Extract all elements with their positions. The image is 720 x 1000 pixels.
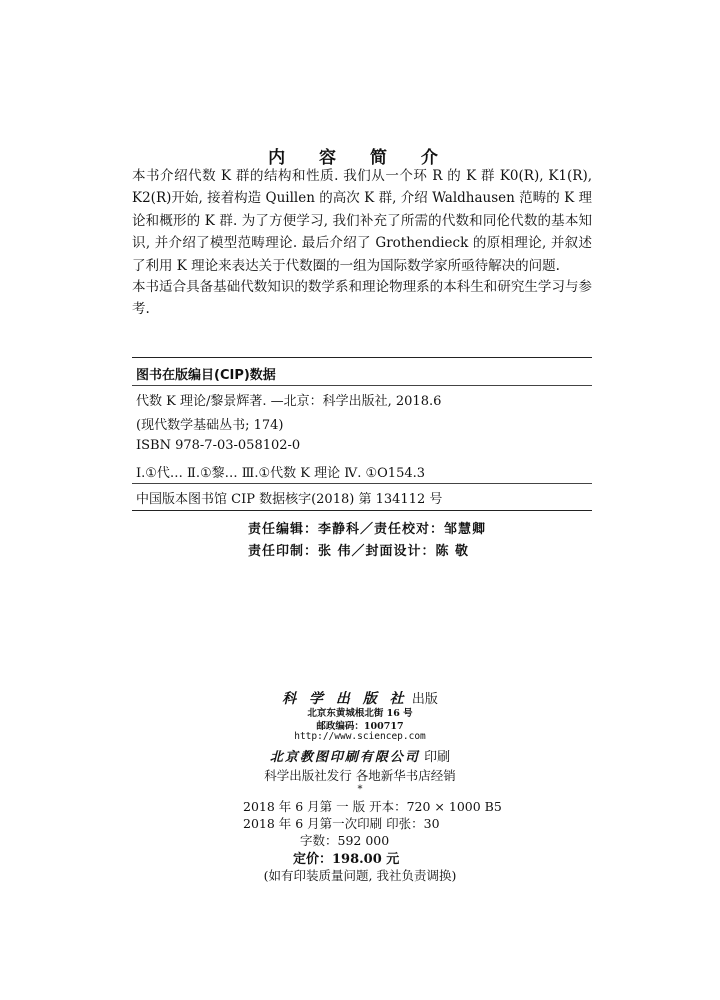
summary-paragraph-2: 本书适合具备基础代数知识的数学系和理论物理系的本科生和研究生学习与参考. [132, 279, 592, 318]
distribution-line: 科学出版社发行 各地新华书店经销 [264, 768, 456, 783]
publisher-address: 北京东黄城根北街 16 号 [307, 708, 413, 719]
publisher-suffix: 出版 [411, 692, 438, 707]
publisher-postcode: 邮政编码：100717 [316, 721, 404, 732]
cip-line-classification: Ⅰ.①代… Ⅱ.①黎… Ⅲ.①代数 K 理论 Ⅳ. ①O154.3 [136, 466, 426, 481]
quality-note: (如有印装质量问题, 我社负责调换) [263, 868, 457, 883]
cip-top-rule [132, 357, 592, 358]
cip-line-title: 代数 K 理论/黎景辉著. —北京：科学出版社, 2018.6 [136, 394, 442, 409]
cip-line-record-number: 中国版本图书馆 CIP 数据核字(2018) 第 134112 号 [136, 492, 443, 507]
cip-heading-rule [132, 385, 592, 386]
publisher-url: http://www.sciencep.com [294, 731, 426, 742]
edition-line: 2018 年 6 月第 一 版 开本：720 × 1000 B5 [243, 799, 502, 814]
cip-heading: 图书在版编目(CIP)数据 [136, 368, 276, 383]
summary-paragraph-1: 本书介绍代数 K 群的结构和性质. 我们从一个环 R 的 K 群 K0(R), K1(R), K2(R)开始, 接着构造 Quillen 的高次 K 群, 介绍 Waldhausen 范畴的 K 理论和概形的 K 群. 为了方便学习, 我们补充了所需的代数和同伦代数的基本知识, 并介绍了模型范畴理论. 最后介绍了 Grothendieck 的原相理论, 并叙述了利用 K 理论来表达关于代数圈的一组为国际数学家所亟待解决的问题. [132, 168, 592, 274]
printer-name: 北京教图印刷有限公司 [269, 750, 420, 765]
cip-lower-rule [132, 483, 592, 484]
printer-suffix: 印刷 [424, 750, 451, 765]
credits-production: 责任印制：张 伟／封面设计：陈 敬 [248, 544, 470, 559]
separator-star: * [357, 784, 363, 795]
wordcount-line: 字数：592 000 [300, 833, 390, 848]
credits-editors: 责任编辑：李静科／责任校对：邹慧卿 [248, 522, 487, 537]
publisher-name: 科 学 出 版 社 [282, 691, 408, 707]
cip-line-series: (现代数学基础丛书; 174) [136, 418, 284, 433]
printer-line [0, 746, 720, 765]
printing-line: 2018 年 6 月第一次印刷 印张：30 [243, 816, 440, 831]
summary-title: 内 容 简 介 [268, 148, 452, 168]
cip-line-isbn: ISBN 978-7-03-058102-0 [136, 438, 301, 453]
cip-bottom-rule [132, 510, 592, 511]
price-line: 定价：198.00 元 [293, 852, 400, 867]
